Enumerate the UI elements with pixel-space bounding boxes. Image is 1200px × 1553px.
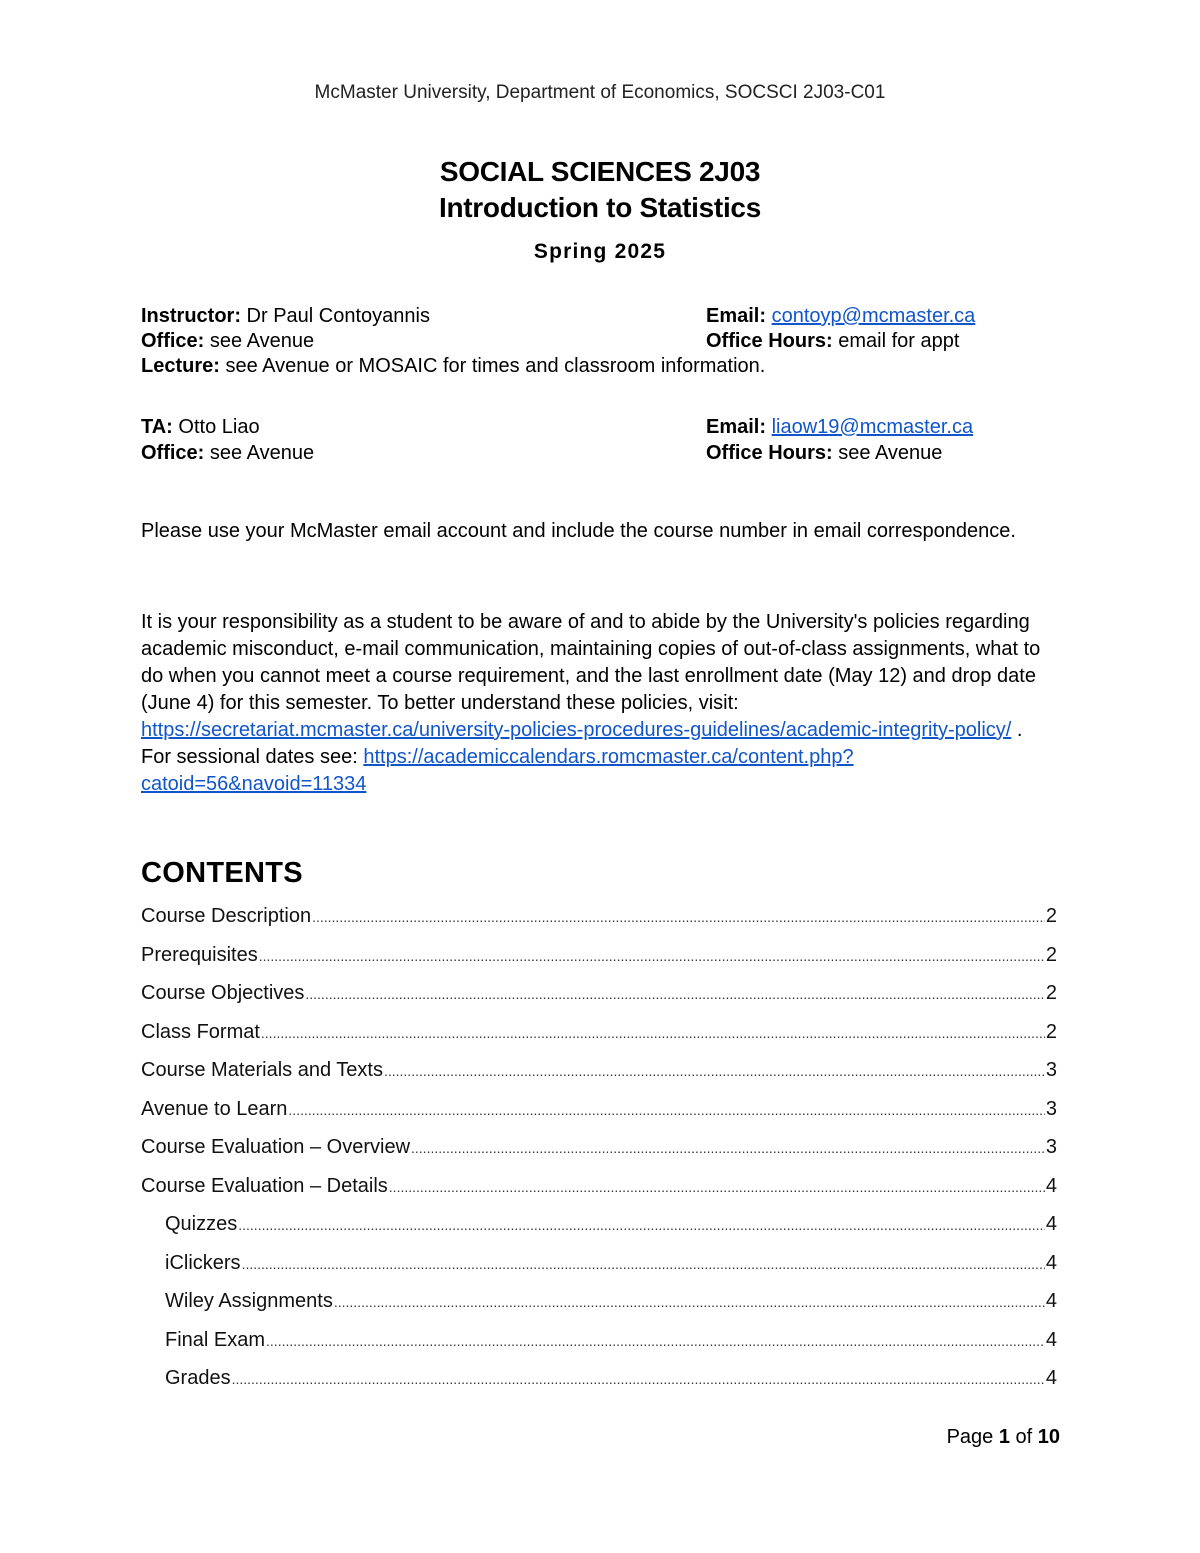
policy-text: It is your responsibility as a student to be aware of and to abide by the University's policies regarding academic misconduct, e-mail communication, maintaining copies of out-of-class assignments, what to do when you cannot meet a course requirement, and the last enrollment date (May 12) and drop date (June 4) for this semester. To better understand these policies, visit: [141,611,1041,714]
ta-label: TA: [141,416,173,438]
toc-item-label: Course Description [141,905,312,927]
toc-item-page: 2 [1045,905,1057,927]
toc-item[interactable] [141,1329,1057,1368]
ta-office-label: Office: [141,442,205,464]
toc-leader-dots [305,986,1044,1002]
toc-leader-dots [411,1140,1045,1156]
toc-item-label: Course Objectives [141,982,305,1004]
toc-item[interactable] [141,1059,1057,1098]
email-note: Please use your McMaster email account and include the course number in email correspondence. [141,520,1016,542]
lecture-info: see Avenue or MOSAIC for times and classroom information. [219,355,766,377]
sessional-text: . For sessional dates see: [141,719,1023,768]
instructor-hours-label: Office Hours: [706,330,833,352]
toc-item[interactable] [141,1136,1057,1175]
instructor-info [141,304,1061,379]
title-block [0,154,1200,264]
page-footer [947,1426,1060,1449]
toc-item-page: 3 [1045,1136,1057,1158]
toc-leader-dots [389,1179,1045,1195]
lecture-row [141,354,1061,379]
instructor-office: see Avenue [204,330,315,352]
toc-item-page: 4 [1045,1328,1057,1351]
toc-leader-dots [238,1217,1045,1233]
toc-item-page: 3 [1045,1059,1057,1081]
toc-leader-dots [312,909,1045,925]
toc-item-label: Wiley Assignments [165,1290,333,1312]
ta-name: Otto Liao [172,416,260,438]
total-pages: 10 [1037,1426,1060,1448]
instructor-name: Dr Paul Contoyannis [241,305,430,327]
toc-leader-dots [242,1256,1045,1272]
toc-item-page: 2 [1045,1020,1057,1043]
toc-item[interactable] [141,1367,1057,1406]
page-word: Page [946,1426,999,1448]
toc-item-label: Course Evaluation – Overview [141,1136,411,1158]
toc-leader-dots [232,1371,1045,1387]
policy-link[interactable]: https://secretariat.mcmaster.ca/university-policies-procedures-guidelines/academic-integrity-policy/ [141,719,1012,741]
ta-email-label: Email: [706,416,767,438]
toc-item-label: Course Evaluation – Details [141,1174,388,1197]
toc-item[interactable] [141,1098,1057,1137]
policy-paragraph [141,609,1051,798]
ta-office: see Avenue [204,442,315,464]
current-page: 1 [998,1426,1010,1448]
contents-heading: CONTENTS [141,857,303,889]
toc-item[interactable] [141,905,1057,944]
course-term: Spring 2025 [533,240,667,263]
toc-item[interactable] [141,1290,1057,1329]
toc-item[interactable] [141,1213,1057,1252]
ta-hours-label: Office Hours: [706,442,833,464]
sessional-link[interactable]: https://academiccalendars.romcmaster.ca/content.php?catoid=56&navoid=11334 [141,746,854,795]
toc-item-label: iClickers [165,1251,241,1274]
toc-leader-dots [259,948,1045,964]
instructor-office-label: Office: [141,330,205,352]
ta-office-row [141,441,1061,466]
course-title: Introduction to Statistics [439,192,761,223]
toc-item-label: Avenue to Learn [141,1097,288,1120]
toc-item[interactable] [141,1021,1057,1060]
ta-hours: see Avenue [832,442,943,464]
toc-item-page: 2 [1045,982,1057,1004]
toc-item-label: Course Materials and Texts [141,1059,383,1081]
table-of-contents [141,905,1057,1406]
toc-item-label: Final Exam [165,1328,266,1351]
instructor-email-link[interactable]: contoyp@mcmaster.ca [771,305,976,327]
toc-leader-dots [334,1294,1045,1310]
instructor-email-label: Email: [706,305,767,327]
toc-item[interactable] [141,982,1057,1021]
toc-item-label: Grades [165,1367,231,1389]
instructor-office-row [141,329,1061,354]
toc-leader-dots [261,1025,1045,1041]
toc-item[interactable] [141,944,1057,983]
toc-item-page: 2 [1045,943,1057,966]
ta-info [141,415,1061,466]
of-word: of [1009,1426,1038,1448]
toc-item-label: Class Format [141,1020,260,1043]
toc-item-page: 4 [1045,1213,1057,1235]
toc-item[interactable] [141,1175,1057,1214]
ta-email-link[interactable]: liaow19@mcmaster.ca [771,416,974,438]
instructor-row [141,304,1061,329]
instructor-hours: email for appt [832,330,960,352]
course-code: SOCIAL SCIENCES 2J03 [439,156,761,187]
toc-leader-dots [266,1333,1045,1349]
toc-item-page: 4 [1045,1290,1057,1312]
toc-item-label: Prerequisites [141,943,258,966]
toc-item-page: 3 [1045,1097,1057,1120]
instructor-label: Instructor: [141,305,241,327]
ta-row [141,415,1061,440]
toc-item[interactable] [141,1252,1057,1291]
toc-leader-dots [288,1102,1044,1118]
running-header: McMaster University, Department of Economics, SOCSCI 2J03-C01 [314,82,886,103]
lecture-label: Lecture: [141,355,220,377]
toc-item-page: 4 [1045,1174,1057,1197]
toc-leader-dots [384,1063,1045,1079]
toc-item-label: Quizzes [165,1213,238,1235]
toc-item-page: 4 [1045,1251,1057,1274]
toc-item-page: 4 [1045,1367,1057,1389]
